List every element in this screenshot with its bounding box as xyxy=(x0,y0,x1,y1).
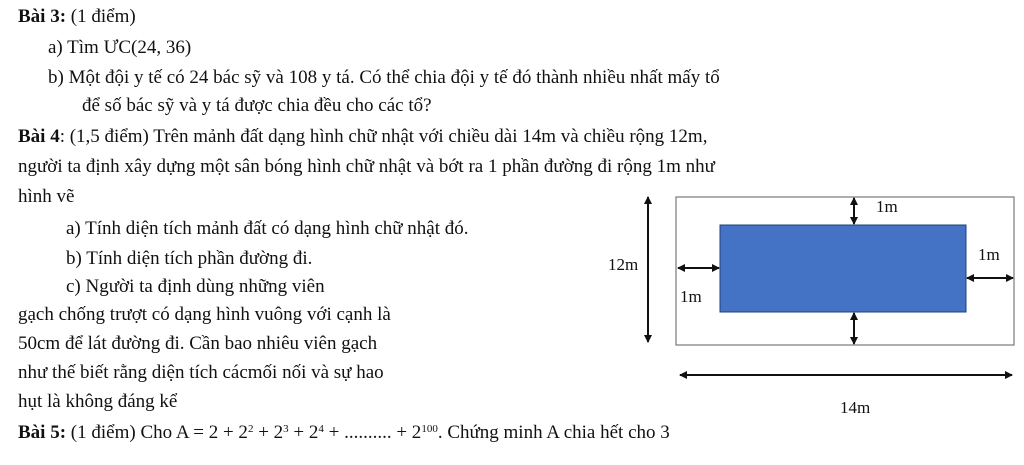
bai3-title xyxy=(18,6,136,28)
bai3-heading: Bài 3: xyxy=(18,6,67,27)
label-height: 12m xyxy=(608,255,639,274)
bai3-part-b-line1: b) Một đội y tế có 24 bác sỹ và 108 y tá. Có thể chia đội y tế đó thành nhiều nhất mấy tổ xyxy=(48,67,720,88)
label-right-gap: 1m xyxy=(978,245,1000,264)
bai4-part-b: b) Tính diện tích phần đường đi. xyxy=(66,248,313,269)
bai4-part-c-line3: 50cm để lát đường đi. Cần bao nhiêu viên gạch xyxy=(18,333,378,354)
bai4-text1: : (1,5 điểm) Trên mảnh đất dạng hình chữ nhật với chiều dài 14m và chiều rộng 12m, xyxy=(59,126,708,147)
bai5-line xyxy=(18,422,670,444)
bai4-part-c-line2: gạch chống trượt có dạng hình vuông với cạnh là xyxy=(18,304,391,325)
bai5-end: . Chứng minh A chia hết cho 3 xyxy=(437,422,670,443)
bai5-points: (1 điểm) xyxy=(70,422,136,443)
formula-start: A = 2 + 2 xyxy=(175,422,248,443)
bai3-points: (1 điểm) xyxy=(70,6,136,27)
exponent-2: 2 xyxy=(247,423,254,435)
exponent-100: 100 xyxy=(421,423,438,435)
bai5-cho: Cho xyxy=(140,422,173,443)
formula-term-4: + 2 xyxy=(288,422,319,443)
bai3-part-b-line2: để số bác sỹ và y tá được chia đều cho các tổ? xyxy=(82,95,432,116)
bai4-part-c-line4: như thế biết rằng diện tích cácmối nối và sự hao xyxy=(18,362,384,383)
bai4-part-c-line5: hụt là không đáng kể xyxy=(18,391,178,412)
bai4-part-a: a) Tính diện tích mảnh đất có dạng hình chữ nhật đó. xyxy=(66,218,469,239)
exponent-4: 4 xyxy=(318,423,324,435)
field-diagram xyxy=(600,185,1024,425)
bai4-intro-line3: hình vẽ xyxy=(18,186,75,207)
bai4-heading: Bài 4 xyxy=(18,126,60,147)
formula-ellipsis: + .......... + 2 xyxy=(323,422,422,443)
bai4-intro-line2: người ta định xây dựng một sân bóng hình chữ nhật và bớt ra 1 phần đường đi rộng 1m như xyxy=(18,156,715,177)
label-left-gap: 1m xyxy=(680,287,702,306)
bai5-formula xyxy=(176,422,438,443)
exponent-3: 3 xyxy=(283,423,289,435)
bai4-intro-line1 xyxy=(18,126,707,148)
bai5-heading: Bài 5: xyxy=(18,422,67,443)
bai4-part-c-line1: c) Người ta định dùng những viên xyxy=(66,276,325,297)
label-top-gap: 1m xyxy=(876,197,898,216)
label-width: 14m xyxy=(840,398,871,417)
formula-term-3: + 2 xyxy=(253,422,284,443)
field-rectangle xyxy=(720,225,966,312)
bai3-part-a: a) Tìm ƯC(24, 36) xyxy=(48,37,192,58)
